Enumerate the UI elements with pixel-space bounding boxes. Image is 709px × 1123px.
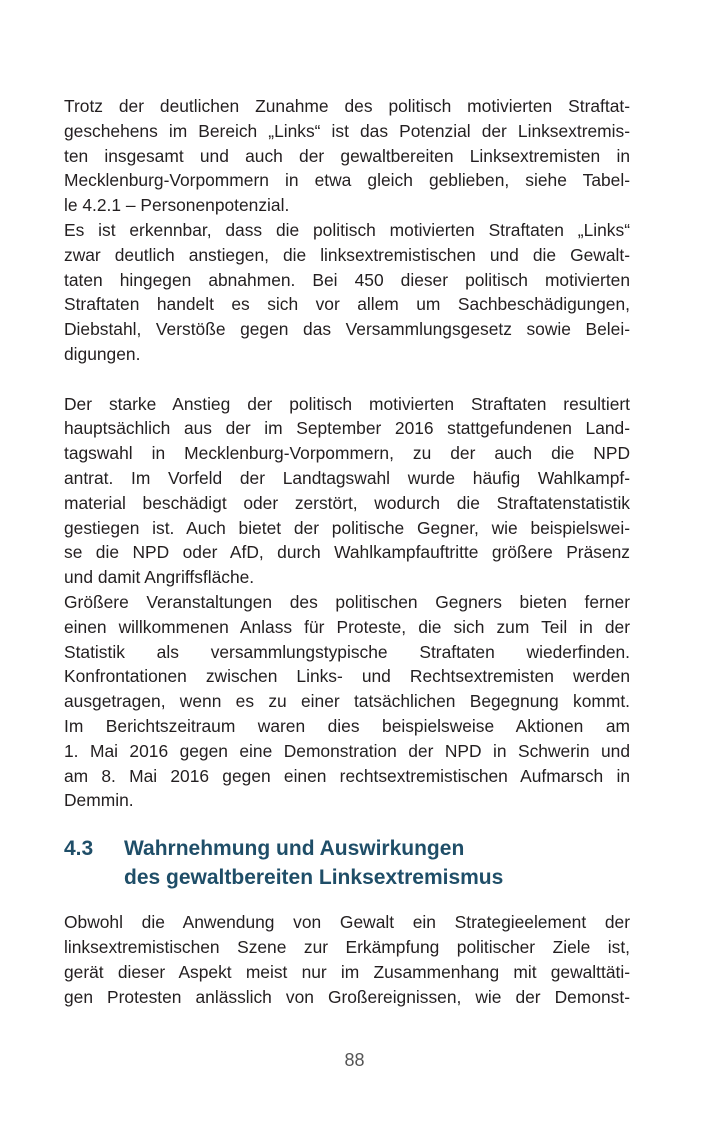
section-heading — [64, 835, 630, 892]
page-number: 88 — [344, 1050, 365, 1070]
text-line: taten hingegen abnahmen. Bei 450 dieser politisch motivierten — [64, 269, 630, 290]
text-line: gerät dieser Aspekt meist nur im Zusammenhang mit gewalttäti- — [64, 961, 630, 982]
text-line: einen willkommenen Anlass für Proteste, die sich zum Teil in der — [64, 616, 630, 637]
text-line: Trotz der deutlichen Zunahme des politisch motivierten Straftat- — [64, 96, 630, 116]
text-line: Diebstahl, Verstöße gegen das Versammlungsgesetz sowie Belei- — [64, 319, 630, 340]
paragraph-spacer — [64, 367, 630, 392]
text-line: Größere Veranstaltungen des politischen Gegners bieten ferner — [64, 591, 630, 612]
text-line: linksextremistischen Szene zur Erkämpfung politischer Ziele ist, — [64, 936, 630, 957]
text-line: ten insgesamt und auch der gewaltbereiten Linksextremisten in — [64, 145, 630, 166]
text-line: Im Berichtszeitraum waren dies beispielsweise Aktionen am — [64, 715, 630, 736]
text-line: und damit Angriffsfläche. — [64, 567, 255, 588]
text-line: 1. Mai 2016 gegen eine Demonstration der NPD in Schwerin und — [64, 740, 630, 761]
text-line: tagswahl in Mecklenburg-Vorpommern, zu der auch die NPD — [64, 443, 630, 464]
section-paragraph — [64, 910, 630, 1009]
section-title-line-1: Wahrnehmung und Auswirkungen — [124, 837, 465, 861]
document-page — [64, 94, 630, 1009]
text-line: antrat. Im Vorfeld der Landtagswahl wurde häufig Wahlkampf- — [64, 467, 630, 488]
text-line: Es ist erkennbar, dass die politisch motivierten Straftaten „Links“ — [64, 219, 630, 240]
text-line: digungen. — [64, 343, 141, 364]
section-number: 4.3 — [64, 837, 94, 861]
text-line: ausgetragen, wenn es zu einer tatsächlichen Begegnung kommt. — [64, 691, 630, 712]
text-line: Obwohl die Anwendung von Gewalt ein Strategieelement der — [64, 912, 630, 933]
text-line: gen Protesten anlässlich von Großereignissen, wie der Demonst- — [64, 986, 630, 1007]
paragraph-1 — [64, 94, 630, 218]
section-title-line-2: des gewaltbereiten Linksextremismus — [124, 865, 504, 889]
text-line: am 8. Mai 2016 gegen einen rechtsextremistischen Aufmarsch in — [64, 765, 630, 786]
text-line: le 4.2.1 – Personenpotenzial. — [64, 195, 290, 216]
text-line: hauptsächlich aus der im September 2016 stattgefundenen Land- — [64, 418, 630, 439]
text-line: Der starke Anstieg der politisch motivierten Straftaten resultiert — [64, 393, 630, 414]
paragraph-2 — [64, 218, 630, 367]
section-number-indent — [64, 864, 124, 893]
text-line: Statistik als versammlungstypische Straftaten wiederfinden. — [64, 641, 630, 662]
text-line: Konfrontationen zwischen Links- und Rechtsextremisten werden — [64, 666, 630, 687]
text-line: gestiegen ist. Auch bietet der politische Gegner, wie beispielswei- — [64, 517, 630, 538]
text-line: material beschädigt oder zerstört, wodurch die Straftatenstatistik — [64, 492, 630, 513]
text-line: se die NPD oder AfD, durch Wahlkampfauftritte größere Präsenz — [64, 542, 630, 563]
paragraph-3 — [64, 392, 630, 590]
paragraph-4 — [64, 590, 630, 813]
text-line: Demmin. — [64, 790, 134, 811]
text-line: zwar deutlich anstiegen, die linksextremistischen und die Gewalt- — [64, 244, 630, 265]
text-line: Straftaten handelt es sich vor allem um Sachbeschädigungen, — [64, 294, 630, 315]
text-line: Mecklenburg-Vorpommern in etwa gleich geblieben, siehe Tabel- — [64, 170, 630, 191]
text-line: geschehens im Bereich „Links“ ist das Potenzial der Linksextremis- — [64, 120, 630, 141]
